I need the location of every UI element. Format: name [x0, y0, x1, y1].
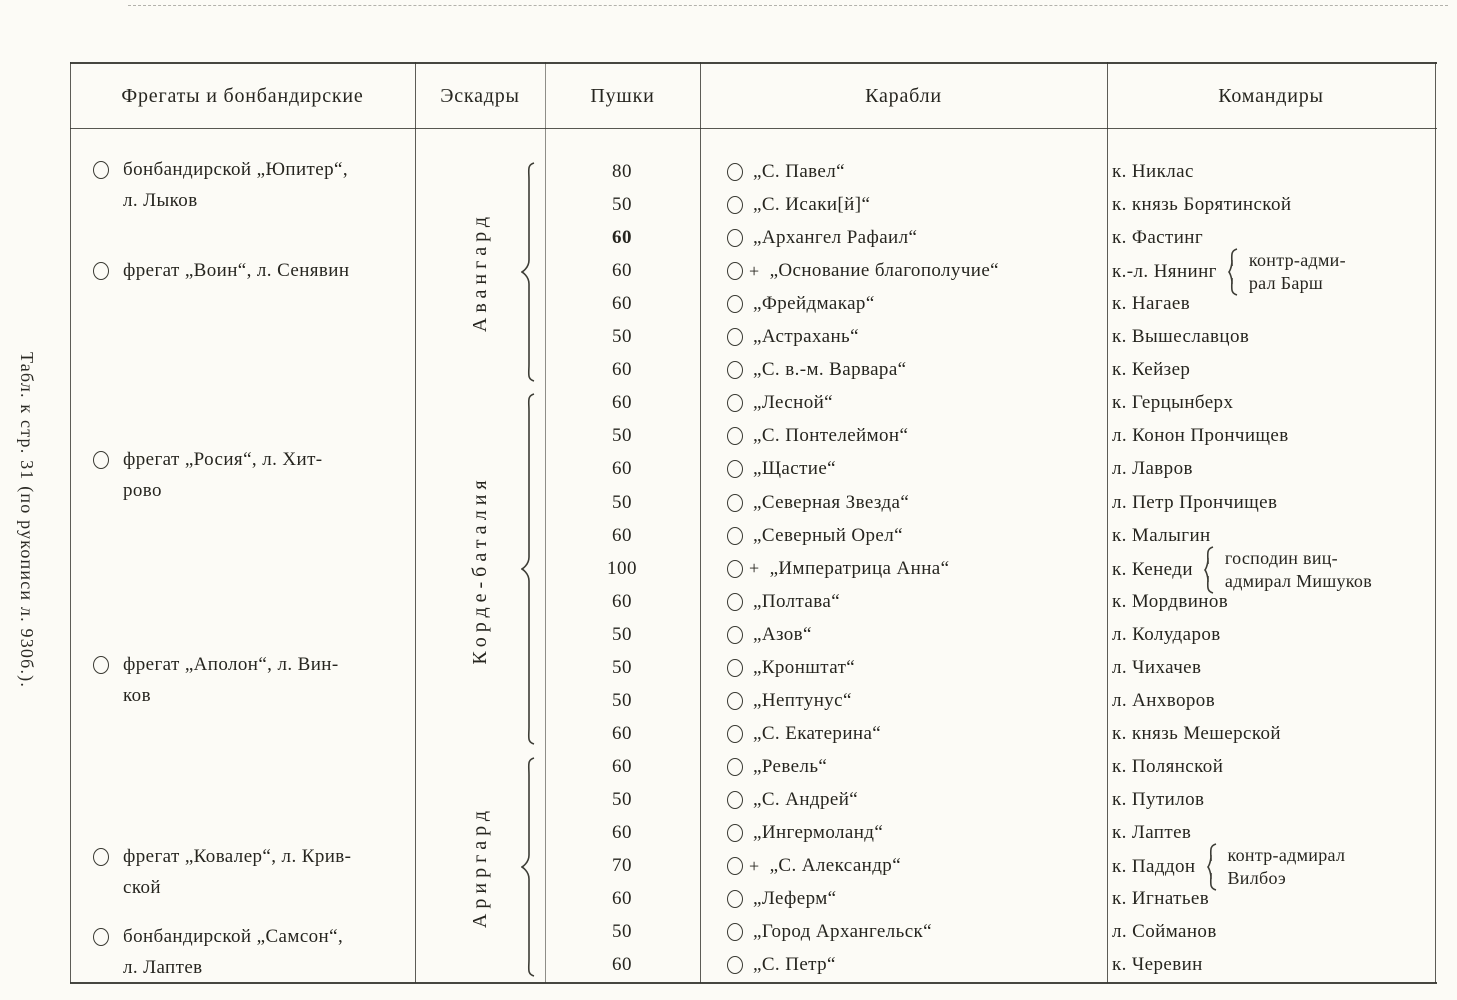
- ship-entry: [727, 357, 907, 383]
- ship-circle-icon: [727, 163, 743, 181]
- ship-name: „С. Андрей“: [753, 788, 859, 810]
- ship-name: „Фрейдмакар“: [753, 293, 875, 315]
- commander-entry: [1112, 159, 1194, 185]
- commander-note-line: адмирал Мишуков: [1224, 570, 1373, 591]
- ship-entry: [727, 159, 845, 185]
- ship-name: „Нептунус“: [753, 689, 852, 711]
- commander-name: к. Кейзер: [1112, 359, 1191, 381]
- commander-entry: [1112, 324, 1249, 350]
- frigate-entry: [93, 154, 348, 216]
- ship-name: „С. Петр“: [753, 954, 836, 976]
- ship-circle-icon: [727, 758, 743, 776]
- ship-entry: [727, 291, 875, 317]
- frigate-entry-line: бонбандирской „Самсон“,: [123, 926, 344, 947]
- ship-name: „Архангел Рафаил“: [753, 227, 918, 249]
- commander-name: к. Игнатьев: [1112, 888, 1210, 910]
- gun-count: 60: [612, 392, 632, 414]
- column-header-frigates: Фрегаты и бонбандирские: [121, 85, 364, 107]
- commander-entry: [1112, 357, 1190, 383]
- page-edge-artifact: [128, 5, 1448, 6]
- ship-circle-icon: [727, 295, 743, 313]
- commander-entry: [1112, 291, 1190, 317]
- column-header-squadrons: Эскадры: [440, 85, 520, 107]
- gun-count: 50: [612, 425, 632, 447]
- ship-circle-icon: [93, 848, 109, 866]
- commander-name: к. Нагаев: [1112, 293, 1191, 315]
- commander-entry: [1112, 754, 1223, 780]
- gun-count: 50: [612, 788, 632, 810]
- table-right-border: [1435, 62, 1436, 983]
- ship-circle-icon: [727, 626, 743, 644]
- ship-circle-icon: [93, 161, 109, 179]
- ship-name: „Щастие“: [753, 458, 837, 480]
- commander-entry: [1112, 919, 1217, 945]
- gun-count: 80: [612, 161, 632, 182]
- commander-name: к. князь Борятинской: [1112, 194, 1292, 216]
- ship-name: „Город Архангельск“: [753, 921, 933, 943]
- plus-icon: +: [749, 558, 760, 579]
- ship-circle-icon: [727, 560, 743, 578]
- frigate-entry: [93, 444, 323, 506]
- gun-count: 60: [612, 590, 632, 612]
- gun-count: 60: [612, 722, 632, 744]
- squadron-bracket-icon: [521, 757, 535, 977]
- ship-entry: [727, 787, 858, 813]
- frigate-entry: [93, 255, 349, 286]
- commander-name: к. Лаптев: [1112, 822, 1192, 843]
- brace-icon: [1228, 248, 1238, 296]
- ship-circle-icon: [727, 196, 743, 214]
- ship-circle-icon: [727, 725, 743, 743]
- commander-note-line: Вилбоэ: [1227, 868, 1287, 889]
- plus-icon: +: [749, 260, 760, 281]
- ship-entry: [727, 523, 903, 549]
- ship-name: „Северный Орел“: [753, 524, 903, 546]
- frigate-entry: [93, 921, 343, 983]
- commander-entry: [1112, 423, 1289, 449]
- commander-name: к. Черевин: [1112, 954, 1203, 976]
- ship-circle-icon: [727, 494, 743, 512]
- commander-name: к. Путилов: [1112, 788, 1205, 810]
- commander-name: к. Малыгин: [1112, 524, 1211, 546]
- ship-entry: [727, 688, 852, 714]
- ship-name: „Основание благополучие“: [769, 260, 1000, 282]
- commander-name: л. Сойманов: [1112, 921, 1217, 943]
- table-top-border: [70, 62, 1437, 64]
- ship-entry: [727, 490, 909, 516]
- gun-count: 50: [612, 491, 632, 513]
- commander-name: л. Лавров: [1112, 458, 1193, 480]
- ship-circle-icon: [727, 427, 743, 445]
- ship-entry: [727, 589, 840, 615]
- ship-circle-icon: [727, 857, 743, 875]
- ship-name: „Кронштат“: [753, 656, 856, 678]
- commander-entry: [1112, 589, 1228, 615]
- ship-circle-icon: [727, 229, 743, 247]
- ship-entry: [727, 258, 999, 284]
- commander-name: л. Анхворов: [1112, 689, 1216, 711]
- squadron-label: Ариргард: [469, 805, 491, 929]
- gun-count: 60: [612, 888, 632, 910]
- ship-entry: [727, 754, 827, 780]
- ship-name: „Леферм“: [753, 888, 837, 910]
- gun-count: 50: [612, 656, 632, 678]
- commander-entry: [1112, 456, 1193, 482]
- header-underline: [70, 128, 1437, 129]
- ship-circle-icon: [727, 890, 743, 908]
- gun-count: 60: [612, 260, 632, 282]
- gun-count: 50: [612, 194, 632, 216]
- ship-entry: [727, 952, 836, 978]
- ship-entry: [727, 622, 812, 648]
- ship-entry: [727, 886, 836, 912]
- commander-name: к. Вышеславцов: [1112, 326, 1250, 348]
- ship-name: „Ингермоланд“: [753, 822, 884, 843]
- squadron-label: Корде-баталия: [469, 474, 491, 665]
- ship-circle-icon: [727, 824, 743, 842]
- gun-count: 60: [612, 359, 632, 381]
- col-divider-1: [415, 62, 416, 983]
- commander-name: к. Мордвинов: [1112, 590, 1229, 612]
- gun-count: 100: [607, 557, 637, 579]
- brace-icon: [1204, 546, 1214, 594]
- ship-entry: [727, 919, 932, 945]
- ship-circle-icon: [727, 527, 743, 545]
- ship-entry: [727, 456, 836, 482]
- commander-entry: [1112, 787, 1204, 813]
- frigate-entry-line: л. Лыков: [123, 190, 198, 211]
- commander-name: к. Фастинг: [1112, 227, 1204, 249]
- column-header-commanders: Командиры: [1218, 85, 1324, 107]
- gun-count: 60: [612, 524, 632, 546]
- ship-circle-icon: [93, 928, 109, 946]
- gun-count: 60: [612, 755, 632, 777]
- commander-note: [1228, 844, 1346, 890]
- brace-icon: [1207, 843, 1217, 891]
- frigate-entry-line: рово: [123, 480, 162, 501]
- ship-circle-icon: [93, 262, 109, 280]
- ship-circle-icon: [727, 262, 743, 280]
- ship-name: „Астрахань“: [753, 326, 859, 348]
- ship-circle-icon: [93, 451, 109, 469]
- ship-circle-icon: [93, 656, 109, 674]
- commander-note-line: контр-адми-: [1248, 250, 1346, 271]
- commander-name: к. Герцынберх: [1112, 392, 1234, 414]
- ship-circle-icon: [727, 460, 743, 478]
- frigate-entry: [93, 841, 351, 903]
- ship-name: „Северная Звезда“: [753, 491, 910, 513]
- commander-entry: [1112, 688, 1215, 714]
- ship-circle-icon: [727, 791, 743, 809]
- gun-count: 50: [612, 921, 632, 943]
- ship-entry: [727, 655, 855, 681]
- commander-entry: [1112, 490, 1277, 516]
- ship-name: „Императрица Анна“: [769, 557, 950, 579]
- frigate-entry-line: фрегат „Ковалер“, л. Крив-: [123, 846, 352, 867]
- commander-name: к. Полянской: [1112, 755, 1224, 777]
- gun-count: 50: [612, 623, 632, 645]
- commander-entry: [1112, 622, 1221, 648]
- ship-entry: [727, 225, 917, 251]
- frigate-entry-line: ков: [123, 685, 151, 706]
- commander-name: л. Конон Прончищев: [1112, 425, 1289, 447]
- commander-entry: [1112, 192, 1291, 218]
- ship-entry: [727, 192, 870, 218]
- ship-entry: [727, 390, 833, 416]
- commander-entry: [1112, 655, 1201, 681]
- frigate-entry-line: ской: [123, 877, 161, 898]
- column-header-ships: Карабли: [865, 85, 942, 107]
- ship-circle-icon: [727, 923, 743, 941]
- frigate-entry-line: л. Лаптев: [123, 957, 203, 978]
- commander-entry: [1112, 721, 1281, 747]
- ship-name: „С. в.-м. Варвара“: [753, 359, 907, 381]
- commander-note-line: контр-адмирал: [1227, 845, 1346, 866]
- ship-entry: [727, 853, 901, 879]
- commander-note-line: господин виц-: [1224, 547, 1338, 568]
- ship-name: „С. Александр“: [769, 855, 902, 877]
- commander-entry: [1112, 886, 1209, 912]
- gun-count: 60: [612, 227, 632, 249]
- col-divider-4: [1107, 62, 1108, 983]
- gun-count: 60: [612, 822, 632, 843]
- squadron-bracket-icon: [521, 393, 535, 745]
- frigate-entry-line: фрегат „Воин“, л. Сенявин: [123, 260, 350, 281]
- ship-name: „С. Исаки[й]“: [753, 194, 871, 216]
- commander-name: л. Колударов: [1112, 623, 1221, 645]
- commander-name: к. Паддон: [1112, 856, 1196, 878]
- commander-name: к.-л. Нянинг: [1112, 261, 1217, 283]
- ship-entry: [727, 556, 949, 582]
- ship-circle-icon: [727, 659, 743, 677]
- ship-circle-icon: [727, 593, 743, 611]
- ship-circle-icon: [727, 956, 743, 974]
- squadron-bracket-icon: [521, 162, 535, 382]
- col-divider-2: [545, 62, 546, 983]
- plus-icon: +: [749, 855, 760, 876]
- col-divider-3: [700, 62, 701, 983]
- frigate-entry-line: фрегат „Аполон“, л. Вин-: [123, 654, 339, 675]
- ship-name: „С. Екатерина“: [753, 722, 882, 744]
- ship-circle-icon: [727, 361, 743, 379]
- commander-note-line: рал Барш: [1248, 273, 1324, 294]
- ship-name: „Полтава“: [753, 590, 841, 612]
- commander-name: к. князь Мешерской: [1112, 722, 1281, 744]
- ship-entry: [727, 423, 908, 449]
- margin-caption: Табл. к стр. 31 (по рукописи л. 930б.).: [17, 351, 37, 689]
- gun-count: 50: [612, 689, 632, 711]
- ship-entry: [727, 324, 859, 350]
- gun-count: 60: [612, 954, 632, 976]
- squadron-label: Авангард: [469, 212, 491, 333]
- frigate-entry-line: фрегат „Росия“, л. Хит-: [123, 449, 323, 470]
- frigate-entry: [93, 649, 339, 711]
- ship-name: „С. Понтелеймон“: [753, 425, 909, 447]
- ship-name: „Азов“: [753, 623, 812, 645]
- ship-name: „Лесной“: [753, 392, 833, 414]
- ship-entry: [727, 820, 883, 846]
- commander-name: к. Никлас: [1112, 161, 1194, 182]
- frigate-entry-line: бонбандирской „Юпитер“,: [123, 159, 348, 180]
- gun-count: 60: [612, 293, 632, 315]
- commander-name: к. Кенеди: [1112, 558, 1193, 580]
- commander-name: л. Чихачев: [1112, 656, 1202, 678]
- ship-name: „Ревель“: [753, 755, 828, 777]
- commander-entry: [1112, 952, 1203, 978]
- table-left-border: [70, 62, 71, 983]
- commander-name: л. Петр Прончищев: [1112, 491, 1278, 513]
- ship-circle-icon: [727, 394, 743, 412]
- gun-count: 70: [612, 855, 632, 877]
- column-header-guns: Пушки: [590, 85, 655, 107]
- commander-note: [1249, 249, 1346, 295]
- commander-note: [1225, 547, 1372, 593]
- gun-count: 60: [612, 458, 632, 480]
- gun-count: 50: [612, 326, 632, 348]
- ship-circle-icon: [727, 692, 743, 710]
- ship-entry: [727, 721, 881, 747]
- ship-name: „С. Павел“: [753, 161, 845, 182]
- ship-circle-icon: [727, 328, 743, 346]
- commander-entry: [1112, 390, 1233, 416]
